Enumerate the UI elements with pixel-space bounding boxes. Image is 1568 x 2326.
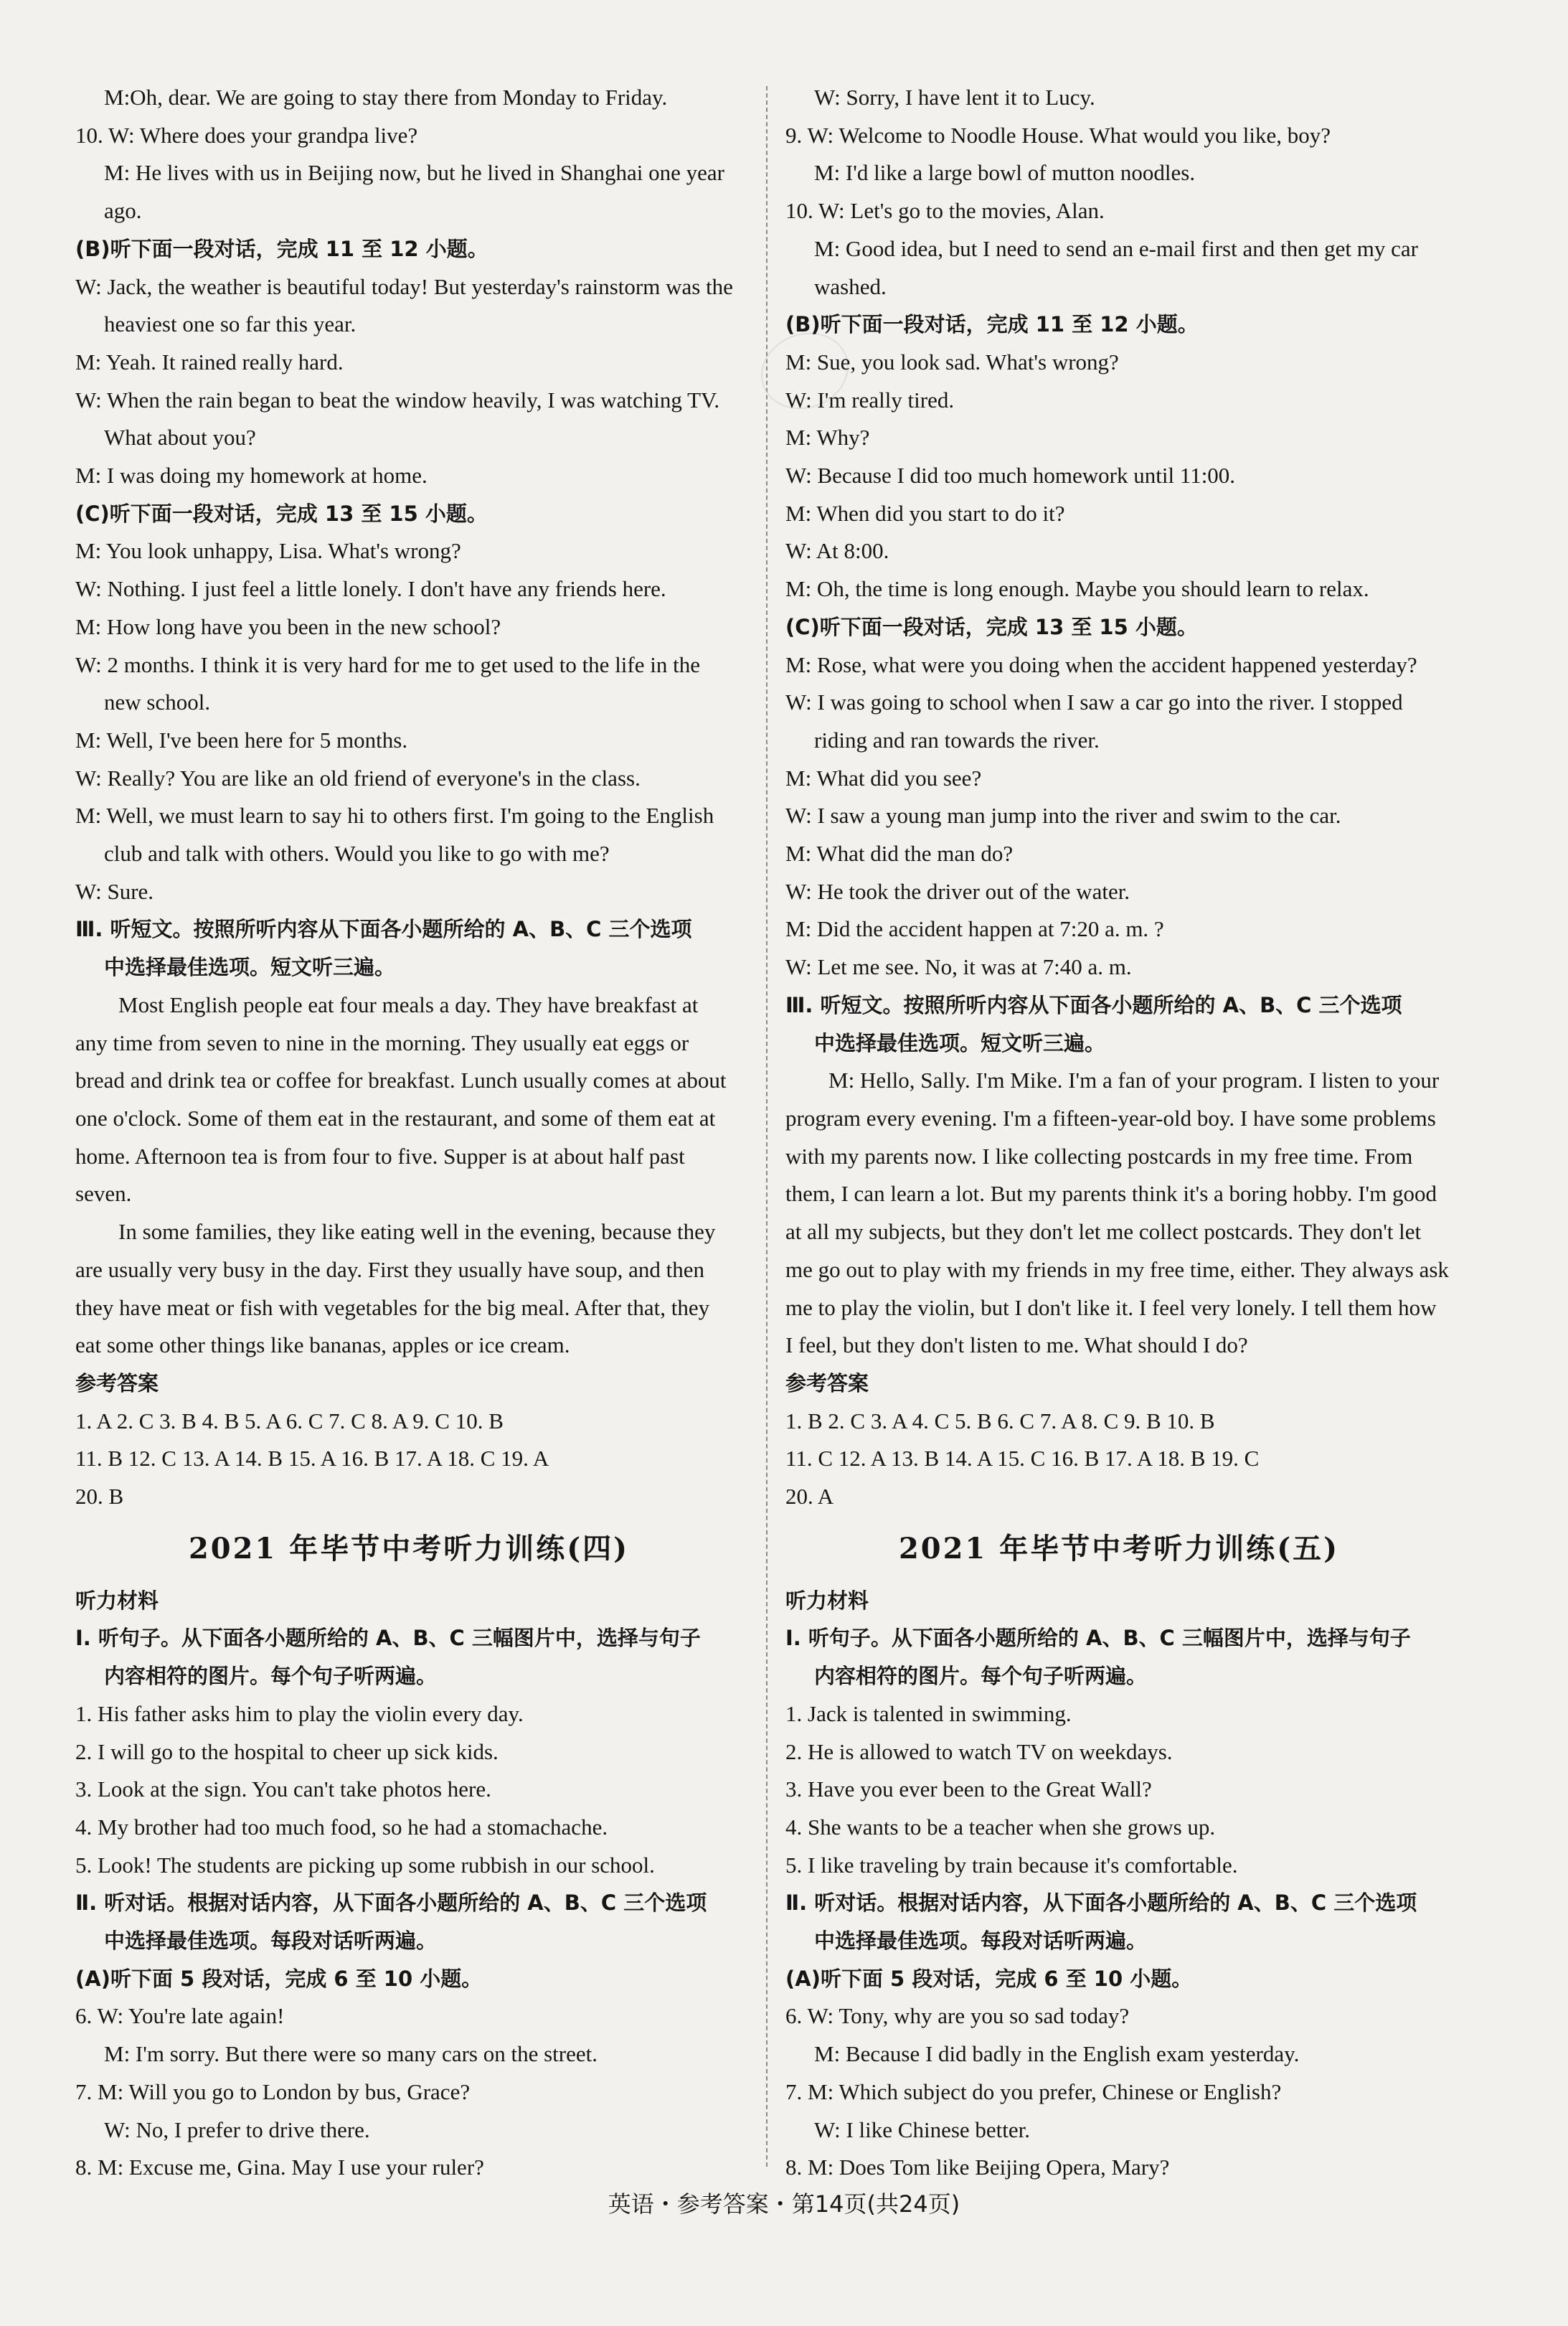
text-line: any time from seven to nine in the morning. They usually eat eggs or bbox=[75, 1030, 689, 1055]
text-line: club and talk with others. Would you like to go with me? bbox=[104, 841, 610, 867]
text-line: M: Yeah. It rained really hard. bbox=[75, 349, 344, 375]
page-footer: 英语・参考答案・第14页(共24页) bbox=[608, 2190, 960, 2218]
text-line: bread and drink tea or coffee for breakfast. Lunch usually comes at about bbox=[75, 1068, 727, 1093]
text-line: M: Why? bbox=[785, 425, 870, 451]
section-heading: (A)听下面 5 段对话，完成 6 至 10 小题。 bbox=[75, 1966, 483, 1991]
text-line: 7. M: Will you go to London by bus, Grace? bbox=[75, 2078, 471, 2104]
text-line: W: When the rain began to beat the window heavily, I was watching TV. bbox=[75, 387, 720, 413]
text-line: M: Did the accident happen at 7:20 a. m. ? bbox=[785, 916, 1164, 942]
text-line: 10. W: Where does your grandpa live? bbox=[75, 122, 418, 148]
section-title: 2021 年毕节中考听力训练(四) bbox=[188, 1531, 630, 1565]
text-line: 8. M: Excuse me, Gina. May I use your ruler? bbox=[75, 2155, 484, 2180]
section-heading: 中选择最佳选项。短文听三遍。 bbox=[104, 955, 396, 980]
text-line: 3. Have you ever been to the Great Wall? bbox=[785, 1776, 1152, 1802]
section-heading: 参考答案 bbox=[785, 1370, 869, 1395]
text-line: ago. bbox=[104, 198, 142, 224]
text-line: W: Because I did too much homework until 11:00. bbox=[785, 463, 1236, 489]
answer-row: 11. C 12. A 13. B 14. A 15. C 16. B 17. A 18. B 19. C bbox=[785, 1446, 1260, 1472]
text-line: new school. bbox=[104, 689, 211, 715]
text-line: W: Nothing. I just feel a little lonely. I don't have any friends here. bbox=[75, 576, 666, 602]
text-line: M: What did the man do? bbox=[785, 841, 1014, 867]
answer-row: 20. A bbox=[785, 1484, 834, 1510]
text-line: W: I saw a young man jump into the river and swim to the car. bbox=[785, 803, 1341, 829]
text-line: W: 2 months. I think it is very hard for me to get used to the life in the bbox=[75, 651, 700, 677]
section-heading: Ⅰ. 听句子。从下面各小题所给的 A、B、C 三幅图片中，选择与句子 bbox=[785, 1626, 1411, 1651]
text-line: 6. W: Tony, why are you so sad today? bbox=[785, 2003, 1130, 2029]
text-line: W: Sure. bbox=[75, 878, 154, 904]
text-line: one o'clock. Some of them eat in the restaurant, and some of them eat at bbox=[75, 1105, 716, 1131]
right-column bbox=[785, 79, 1453, 2187]
text-line: them, I can learn a lot. But my parents think it's a boring hobby. I'm good bbox=[785, 1181, 1437, 1207]
text-line: 6. W: You're late again! bbox=[75, 2003, 285, 2029]
section-heading: Ⅲ. 听短文。按照所听内容从下面各小题所给的 A、B、C 三个选项 bbox=[75, 917, 692, 942]
text-line: Most English people eat four meals a day. They have breakfast at bbox=[118, 992, 699, 1017]
text-line: at all my subjects, but they don't let me collect postcards. They don't let bbox=[785, 1219, 1422, 1245]
section-heading: 听力材料 bbox=[785, 1588, 869, 1613]
section-heading: 内容相符的图片。每个句子听两遍。 bbox=[104, 1664, 438, 1689]
text-line: 1. His father asks him to play the violin every day. bbox=[75, 1700, 524, 1726]
text-line: M: I'm sorry. But there were so many cars on the street. bbox=[104, 2041, 598, 2067]
text-line: 4. She wants to be a teacher when she grows up. bbox=[785, 1814, 1216, 1840]
text-line: eat some other things like bananas, apples or ice cream. bbox=[75, 1332, 570, 1358]
answer-row: 1. B 2. C 3. A 4. C 5. B 6. C 7. A 8. C 9. B 10. B bbox=[785, 1408, 1215, 1433]
text-line: 4. My brother had too much food, so he had a stomachache. bbox=[75, 1814, 608, 1840]
text-line: heaviest one so far this year. bbox=[104, 311, 356, 337]
text-line: M: I'd like a large bowl of mutton noodles. bbox=[814, 160, 1196, 186]
text-line: W: Sorry, I have lent it to Lucy. bbox=[814, 85, 1095, 110]
section-heading: 中选择最佳选项。每段对话听两遍。 bbox=[104, 1929, 438, 1954]
answer-row: 11. B 12. C 13. A 14. B 15. A 16. B 17. A 18. C 19. A bbox=[75, 1446, 549, 1472]
text-line: M: Sue, you look sad. What's wrong? bbox=[785, 349, 1119, 375]
text-line: 7. M: Which subject do you prefer, Chinese or English? bbox=[785, 2078, 1282, 2104]
text-line: with my parents now. I like collecting postcards in my free time. From bbox=[785, 1143, 1413, 1169]
text-line: 10. W: Let's go to the movies, Alan. bbox=[785, 198, 1105, 224]
section-heading: Ⅰ. 听句子。从下面各小题所给的 A、B、C 三幅图片中，选择与句子 bbox=[75, 1626, 701, 1651]
text-line: 5. I like traveling by train because it's comfortable. bbox=[785, 1852, 1238, 1878]
text-line: W: I'm really tired. bbox=[785, 387, 955, 413]
text-line: M:Oh, dear. We are going to stay there from Monday to Friday. bbox=[104, 85, 668, 110]
text-line: program every evening. I'm a fifteen-year-old boy. I have some problems bbox=[785, 1105, 1436, 1131]
section-heading: (A)听下面 5 段对话，完成 6 至 10 小题。 bbox=[785, 1966, 1193, 1991]
section-title: 2021 年毕节中考听力训练(五) bbox=[898, 1531, 1340, 1565]
text-line: 2. I will go to the hospital to cheer up sick kids. bbox=[75, 1738, 499, 1764]
section-heading: Ⅲ. 听短文。按照所听内容从下面各小题所给的 A、B、C 三个选项 bbox=[785, 992, 1402, 1017]
text-line: are usually very busy in the day. First they usually have soup, and then bbox=[75, 1256, 705, 1282]
text-line: M: Hello, Sally. I'm Mike. I'm a fan of your program. I listen to your bbox=[828, 1068, 1440, 1093]
text-line: riding and ran towards the river. bbox=[814, 727, 1100, 753]
text-line: M: Well, I've been here for 5 months. bbox=[75, 727, 408, 753]
text-line: In some families, they like eating well in the evening, because they bbox=[118, 1219, 716, 1245]
section-heading: 中选择最佳选项。每段对话听两遍。 bbox=[814, 1929, 1148, 1954]
text-line: M: What did you see? bbox=[785, 765, 982, 791]
text-line: I feel, but they don't listen to me. What should I do? bbox=[785, 1332, 1248, 1358]
section-heading: (B)听下面一段对话，完成 11 至 12 小题。 bbox=[785, 312, 1199, 337]
text-line: W: He took the driver out of the water. bbox=[785, 878, 1130, 904]
text-line: M: Because I did badly in the English exam yesterday. bbox=[814, 2041, 1300, 2067]
text-line: me to play the violin, but I don't like it. I feel very lonely. I tell them how bbox=[785, 1294, 1437, 1320]
section-heading: (C)听下面一段对话，完成 13 至 15 小题。 bbox=[75, 501, 488, 526]
section-heading: Ⅱ. 听对话。根据对话内容，从下面各小题所给的 A、B、C 三个选项 bbox=[785, 1891, 1417, 1916]
text-line: 3. Look at the sign. You can't take photos here. bbox=[75, 1776, 491, 1802]
text-line: W: No, I prefer to drive there. bbox=[104, 2117, 370, 2142]
text-line: W: I was going to school when I saw a car go into the river. I stopped bbox=[785, 689, 1403, 715]
text-line: What about you? bbox=[104, 425, 256, 451]
text-line: M: Good idea, but I need to send an e-mail first and then get my car bbox=[814, 235, 1418, 261]
text-line: W: Let me see. No, it was at 7:40 a. m. bbox=[785, 954, 1132, 980]
answer-row: 20. B bbox=[75, 1484, 124, 1510]
text-line: 8. M: Does Tom like Beijing Opera, Mary? bbox=[785, 2155, 1170, 2180]
text-line: W: Jack, the weather is beautiful today! But yesterday's rainstorm was the bbox=[75, 273, 733, 299]
text-line: M: When did you start to do it? bbox=[785, 500, 1065, 526]
text-line: 5. Look! The students are picking up some rubbish in our school. bbox=[75, 1852, 655, 1878]
text-line: me go out to play with my friends in my free time, either. They always ask bbox=[785, 1256, 1449, 1282]
text-line: home. Afternoon tea is from four to five. Supper is at about half past bbox=[75, 1143, 685, 1169]
section-heading: 听力材料 bbox=[75, 1588, 159, 1613]
text-line: M: You look unhappy, Lisa. What's wrong? bbox=[75, 538, 461, 564]
answer-row: 1. A 2. C 3. B 4. B 5. A 6. C 7. C 8. A 9. C 10. B bbox=[75, 1408, 504, 1433]
left-column bbox=[75, 79, 742, 2187]
text-line: M: Oh, the time is long enough. Maybe you should learn to relax. bbox=[785, 576, 1369, 602]
text-line: seven. bbox=[75, 1181, 132, 1207]
section-heading: 内容相符的图片。每个句子听两遍。 bbox=[814, 1664, 1148, 1689]
section-heading: 中选择最佳选项。短文听三遍。 bbox=[814, 1030, 1106, 1055]
text-line: M: How long have you been in the new school? bbox=[75, 613, 501, 639]
section-heading: (B)听下面一段对话，完成 11 至 12 小题。 bbox=[75, 236, 488, 261]
text-line: W: I like Chinese better. bbox=[814, 2117, 1031, 2142]
text-line: M: Rose, what were you doing when the accident happened yesterday? bbox=[785, 651, 1417, 677]
section-heading: 参考答案 bbox=[75, 1370, 159, 1395]
text-line: they have meat or fish with vegetables for the big meal. After that, they bbox=[75, 1294, 710, 1320]
text-line: M: Well, we must learn to say hi to others first. I'm going to the English bbox=[75, 803, 714, 829]
column-divider bbox=[766, 86, 768, 2167]
text-line: washed. bbox=[814, 273, 887, 299]
section-heading: (C)听下面一段对话，完成 13 至 15 小题。 bbox=[785, 614, 1198, 639]
text-line: 1. Jack is talented in swimming. bbox=[785, 1700, 1072, 1726]
text-line: W: At 8:00. bbox=[785, 538, 889, 564]
section-heading: Ⅱ. 听对话。根据对话内容，从下面各小题所给的 A、B、C 三个选项 bbox=[75, 1891, 707, 1916]
text-line: W: Really? You are like an old friend of everyone's in the class. bbox=[75, 765, 641, 791]
text-line: 2. He is allowed to watch TV on weekdays. bbox=[785, 1738, 1173, 1764]
text-line: M: He lives with us in Beijing now, but he lived in Shanghai one year bbox=[104, 160, 725, 186]
text-line: 9. W: Welcome to Noodle House. What would you like, boy? bbox=[785, 122, 1331, 148]
text-line: M: I was doing my homework at home. bbox=[75, 463, 428, 489]
